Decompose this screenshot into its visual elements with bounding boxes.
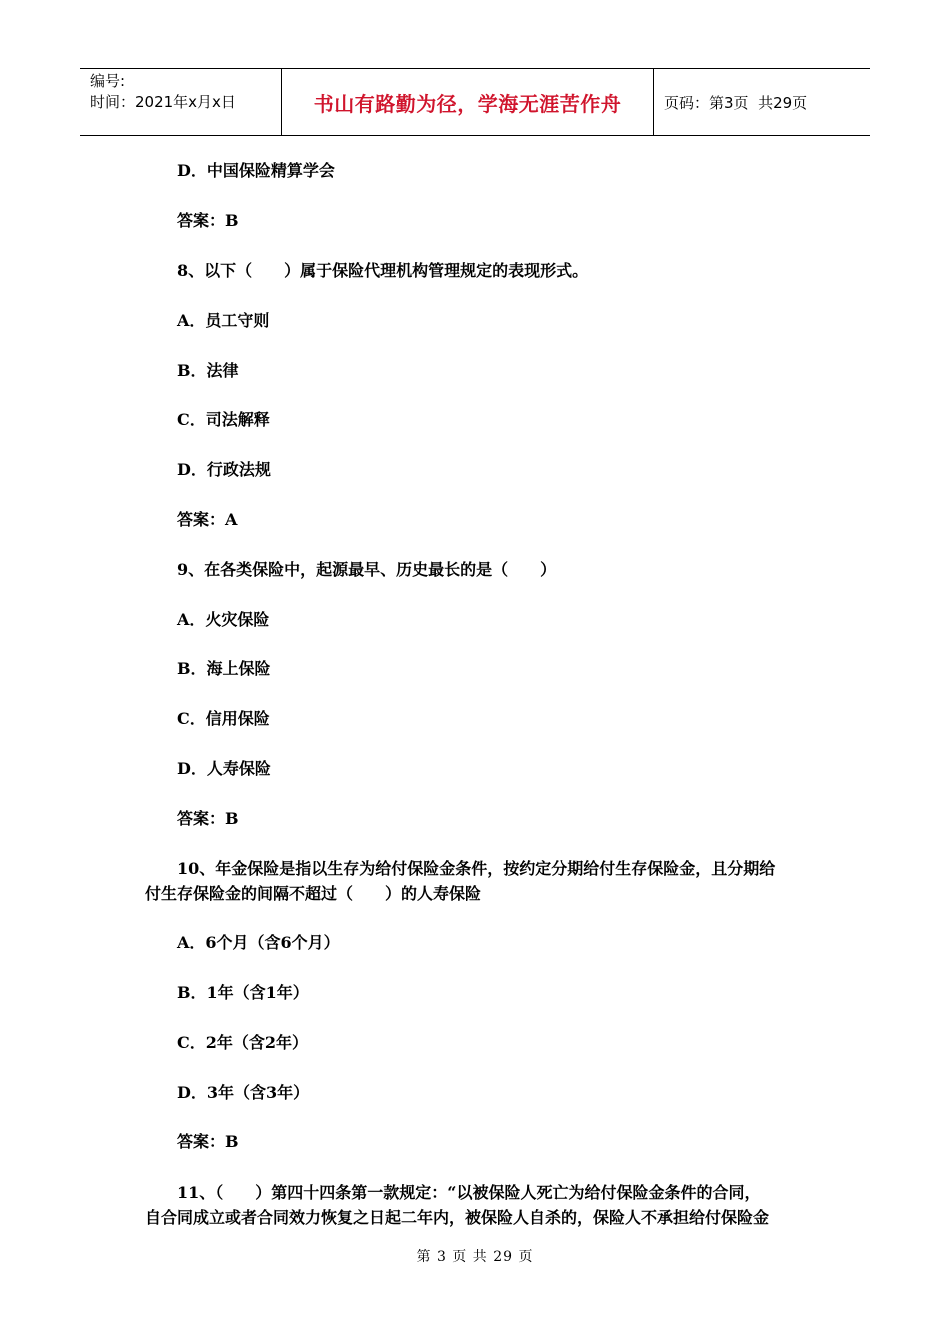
- question-line: 10、年金保险是指以生存为给付保险金条件，按约定分期给付生存保险金，且分期给: [177, 859, 776, 878]
- option-line: A．6个月（含6个月）: [177, 933, 340, 952]
- question-paragraph: [145, 856, 825, 906]
- option-line: D．3年（含3年）: [177, 1083, 310, 1102]
- answer-line: 答案：B: [177, 211, 239, 230]
- header-page-info: [654, 69, 870, 135]
- header-motto: 书山有路勤为径，学海无涯苦作舟: [281, 69, 654, 135]
- option-line: C．信用保险: [177, 709, 270, 728]
- answer-line: 答案：B: [177, 1132, 239, 1151]
- option-line: C．2年（含2年）: [177, 1033, 309, 1052]
- option-line: B．法律: [177, 361, 239, 380]
- question-line: 11、（ ）第四十四条第一款规定：“以被保险人死亡为给付保险金条件的合同，: [177, 1183, 761, 1202]
- page-footer: 第 3 页 共 29 页: [416, 1249, 534, 1265]
- answer-line: 答案：A: [177, 510, 238, 529]
- question-line: 8、以下（ ）属于保险代理机构管理规定的表现形式。: [177, 261, 589, 280]
- question-line: 自合同成立或者合同效力恢复之日起二年内，被保险人自杀的，保险人不承担给付保险金: [145, 1208, 770, 1227]
- page-header: [80, 68, 870, 136]
- option-line: A．火灾保险: [177, 610, 270, 629]
- option-line: D．行政法规: [177, 460, 271, 479]
- option-line: B．1年（含1年）: [177, 983, 309, 1002]
- option-line: B．海上保险: [177, 659, 271, 678]
- document-date: 时间：2021年x月x日: [90, 93, 236, 111]
- option-line: A．员工守则: [177, 311, 270, 330]
- question-line: 9、在各类保险中，起源最早、历史最长的是（ ）: [177, 560, 557, 579]
- option-line: C．司法解释: [177, 410, 270, 429]
- document-number-label: 编号:: [90, 72, 126, 90]
- answer-line: 答案：B: [177, 809, 239, 828]
- option-line: D．人寿保险: [177, 759, 271, 778]
- page-info-text: 页码：第3页 共29页: [664, 93, 808, 112]
- question-paragraph: [145, 1180, 825, 1230]
- option-line: D．中国保险精算学会: [177, 161, 335, 180]
- question-line: 付生存保险金的间隔不超过（ ）的人寿保险: [145, 884, 482, 903]
- header-meta: [80, 69, 281, 135]
